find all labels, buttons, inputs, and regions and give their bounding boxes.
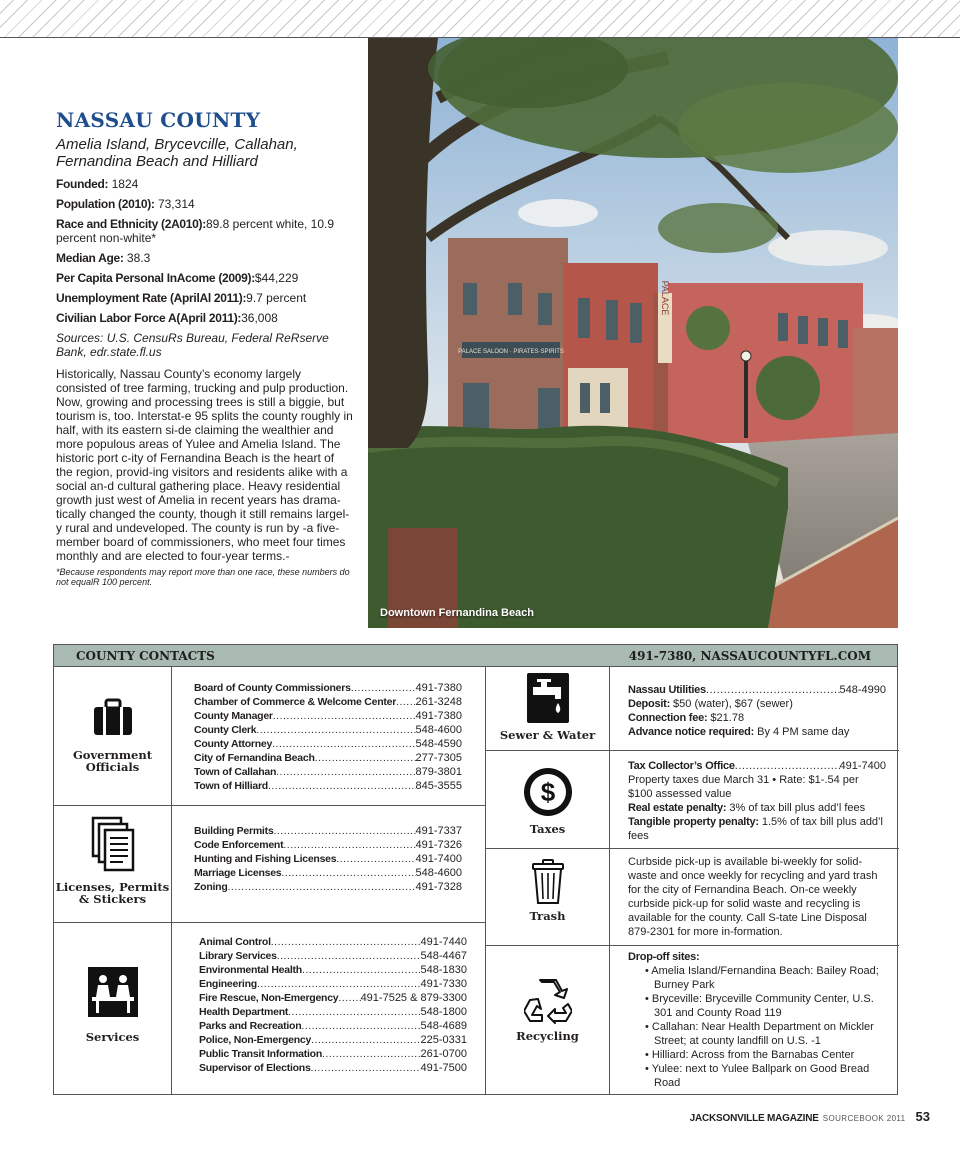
list-item: County Attorney ..... 548-4590 (194, 737, 462, 751)
recycling-label-cell (486, 946, 610, 1095)
list-item: Library Services ..... 548-4467 (199, 949, 467, 963)
downtown-photo (368, 38, 898, 628)
fact-unemployment: Unemployment Rate (AprilAl 2011):9.7 percent (56, 291, 307, 305)
list-item: City of Fernandina Beach ..... 277-7305 (194, 751, 462, 765)
recycling-label: Recycling (516, 1029, 579, 1043)
faucet-icon (527, 673, 569, 723)
sewer-water-label: Sewer & Water (499, 728, 596, 742)
list-item: Health Department ..... 548-1800 (199, 1005, 467, 1019)
advance-notice-line: Advance notice required: By 4 PM same day (628, 726, 850, 738)
recycling-row (486, 946, 899, 1095)
history-paragraph: Historically, Nassau County’s economy largely consisted of tree farming, trucking and pulp production. Now, growing and processing trees is still a biggie, but tourism is, too. Interstat-e 95 splits the county roughly in half, with its eastern si-de claiming the wealthier and more populous areas of Yulee and Amelia Island. The historic port c-ity of Fernandina Beach is the heart of the region, provid-ing visitors and residents alike with a social an-d cultural gathering place. Heavy residential growth just west of Amelia in recent years has drama-tically changed the county, though it still remains largel-y rural and undeveloped. The county is run by -a five-member board of commissioners, who meet four times monthly and are elected to four-year terms.- (56, 367, 353, 563)
list-item: Police, Non-Emergency ..... 225-0331 (199, 1033, 467, 1047)
taxes-label: Taxes (529, 822, 566, 836)
county-title: NASSAU COUNTY (56, 108, 261, 132)
svg-text:$: $ (540, 777, 555, 807)
sewer-water-label-cell (486, 667, 610, 750)
page-number: 53 (915, 1109, 930, 1124)
licenses-permits-row (54, 806, 485, 923)
services-row (54, 923, 485, 1095)
fact-population: Population (2010): 73,314 (56, 197, 195, 211)
store-sign-text: PALACE SALOON · PIRATES·SPIRITS (458, 349, 564, 355)
page-footer (690, 1109, 930, 1124)
list-item: Board of County Commissioners ..... 491-7380 (194, 681, 462, 695)
list-item: Engineering ..... 491-7330 (199, 977, 467, 991)
list-item: Public Transit Information ..... 261-0700 (199, 1047, 467, 1061)
contacts-title: COUNTY CONTACTS (76, 648, 215, 663)
trash-can-icon (531, 859, 565, 905)
services-list (199, 935, 467, 1075)
trash-label: Trash (529, 909, 566, 923)
services-label: Services (85, 1030, 140, 1044)
list-item: Supervisor of Elections ..... 491-7500 (199, 1061, 467, 1075)
list-item: Environmental Health ..... 548-1830 (199, 963, 467, 977)
dollar-icon (523, 767, 573, 817)
trash-row (486, 849, 899, 946)
list-item: Hunting and Fishing Licenses ..... 491-7400 (194, 852, 462, 866)
briefcase-icon (93, 697, 133, 737)
county-towns: Amelia Island, Brycevcille, Callahan, Fernandina Beach and Hilliard (56, 136, 298, 170)
list-item: • Yulee: next to Yulee Ballpark on Good Bread Road (645, 1063, 870, 1089)
trash-label-cell (486, 849, 610, 945)
recycle-icon (524, 978, 572, 1024)
taxes-details (628, 759, 886, 843)
taxes-row (486, 751, 899, 849)
palace-sign-text: PALACE (660, 280, 670, 316)
list-item: Animal Control ..... 491-7440 (199, 935, 467, 949)
list-item: Town of Callahan ..... 879-3801 (194, 765, 462, 779)
property-tax-due-line: Property taxes due March 31 • Rate: $1-.54 per $100 assessed value (628, 774, 859, 800)
licenses-permits-label-cell (54, 806, 172, 922)
photo-caption: Downtown Fernandina Beach (380, 607, 535, 619)
fact-labor-force: Civilian Labor Force A(April 2011):36,008 (56, 311, 278, 325)
contacts-main-phone-website: 491-7380, NASSAUCOUNTYFL.COM (628, 648, 871, 663)
list-item: Zoning ..... 491-7328 (194, 880, 462, 894)
real-estate-penalty-line: Real estate penalty: 3% of tax bill plus add’l fees (628, 802, 866, 814)
documents-icon (91, 816, 135, 872)
fact-race-ethnicity: Race and Ethnicity (2A010):89.8 percent white, 10.9 percent non-white* (56, 217, 335, 245)
deposit-line: Deposit: $50 (water), $67 (sewer) (628, 698, 793, 710)
services-label-cell (54, 923, 172, 1095)
list-item: • Amelia Island/Fernandina Beach: Bailey Road; Burney Park (645, 965, 879, 991)
list-item: County Manager ..... 491-7380 (194, 709, 462, 723)
sewer-water-row (486, 667, 899, 751)
list-item: Building Permits ..... 491-7337 (194, 824, 462, 838)
list-item: Chamber of Commerce & Welcome Center ..... 261-3248 (194, 695, 462, 709)
sewer-water-details (628, 683, 886, 739)
list-item: • Callahan: Near Health Department on Mickler Street; at county landfill on U.S. -1 (645, 1021, 874, 1047)
race-footnote: *Because respondents may report more than one race, these numbers do not equalR 100 percent. (56, 567, 350, 587)
decorative-stripe-band (0, 0, 960, 38)
list-item: Code Enforcement ..... 491-7326 (194, 838, 462, 852)
connection-fee-line: Connection fee: $21.78 (628, 712, 745, 724)
tangible-penalty-line: Tangible property penalty: 1.5% of tax bill plus add’l fees (628, 816, 883, 842)
government-officials-list (194, 681, 462, 793)
taxes-label-cell (486, 751, 610, 848)
contacts-left-column (54, 667, 486, 1094)
licenses-permits-list (194, 824, 462, 894)
drop-off-heading: Drop-off sites: (628, 951, 700, 963)
county-intro (56, 108, 354, 587)
nassau-utilities-entry: Nassau Utilities ..... 548-4990 (628, 683, 886, 697)
county-facts (56, 177, 354, 325)
contacts-right-column (486, 667, 899, 1094)
trash-details: Curbside pick-up is available bi-weekly for solid-waste and once weekly for recycling and yard trash for the city of Fernandina Beach. On-ce weekly curbside pick-up for solid waste and recycling is available for the county. Call S-tate Line Disposal 879-2301 for more in-formation. (628, 856, 878, 938)
list-item: Parks and Recreation ..... 548-4689 (199, 1019, 467, 1033)
list-item: • Hilliard: Across from the Barnabas Center (645, 1049, 855, 1061)
government-officials-label: Government Officials (72, 748, 153, 774)
tax-collector-entry: Tax Collector’s Office ..... 491-7400 (628, 759, 886, 773)
licenses-permits-label: Licenses, Permits & Stickers (55, 880, 170, 906)
sources-note: Sources: U.S. CensuRs Bureau, Federal ReRserve Bank, edr.state.fl.us (56, 331, 329, 359)
fact-founded: Founded: 1824 (56, 177, 139, 191)
publication-name: JACKSONVILLE MAGAZINE (689, 1113, 819, 1124)
publication-subtitle: SOURCEBOOK 2011 (822, 1114, 906, 1123)
list-item: County Clerk ..... 548-4600 (194, 723, 462, 737)
service-desk-icon (88, 967, 138, 1017)
list-item: Fire Rescue, Non-Emergency ..... 491-7525 & 879-3300 (199, 991, 467, 1005)
list-item: • Bryceville: Bryceville Community Center, U.S. 301 and County Road 119 (645, 993, 874, 1019)
fact-per-capita-income: Per Capita Personal InAcome (2009):$44,229 (56, 271, 299, 285)
street-scene-illustration (368, 38, 898, 628)
list-item: Town of Hilliard ..... 845-3555 (194, 779, 462, 793)
recycling-details (628, 950, 886, 1090)
list-item: Marriage Licenses ..... 548-4600 (194, 866, 462, 880)
fact-median-age: Median Age: 38.3 (56, 251, 151, 265)
county-contacts-table (53, 644, 898, 1095)
contacts-header (54, 645, 897, 667)
government-officials-label-cell (54, 667, 172, 805)
government-officials-row (54, 667, 485, 806)
